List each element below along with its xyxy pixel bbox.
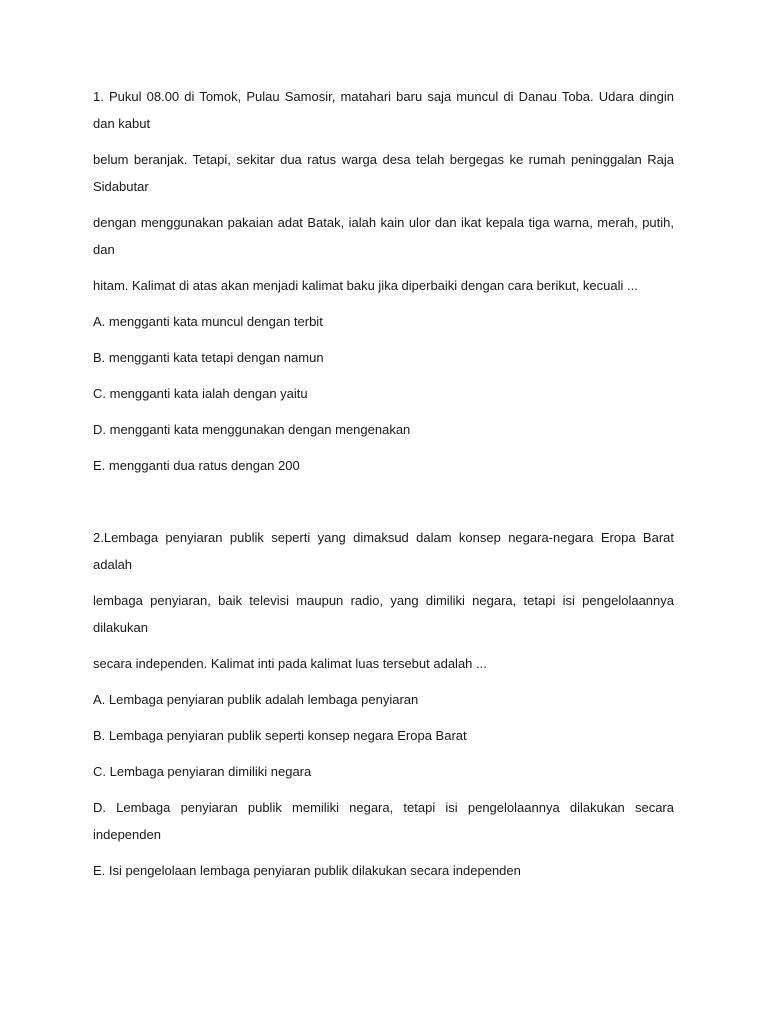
question-1-option-d: D. mengganti kata menggunakan dengan mengenakan	[93, 422, 411, 437]
question-1-option-e: E. mengganti dua ratus dengan 200	[93, 458, 300, 473]
question-1-text-line: belum beranjak. Tetapi, sekitar dua ratus warga desa telah bergegas ke rumah peninggalan Raja Sidabutar	[93, 152, 674, 194]
question-2-text-line: lembaga penyiaran, baik televisi maupun radio, yang dimiliki negara, tetapi isi pengelolaannya dilakukan	[93, 593, 674, 635]
question-2-option-c: C. Lembaga penyiaran dimiliki negara	[93, 764, 312, 779]
question-1-text-line: dengan menggunakan pakaian adat Batak, ialah kain ulor dan ikat kepala tiga warna, merah, putih, dan	[93, 215, 674, 257]
question-2-text-line: 2.Lembaga penyiaran publik seperti yang dimaksud dalam konsep negara-negara Eropa Barat adalah	[93, 530, 674, 572]
question-1-option-b: B. mengganti kata tetapi dengan namun	[93, 350, 324, 365]
question-2	[93, 524, 674, 884]
document-page	[93, 0, 674, 884]
question-2-option-b: B. Lembaga penyiaran publik seperti konsep negara Eropa Barat	[93, 728, 467, 743]
question-2-option-e: E. Isi pengelolaan lembaga penyiaran publik dilakukan secara independen	[93, 863, 521, 878]
question-2-option-a: A. Lembaga penyiaran publik adalah lembaga penyiaran	[93, 692, 419, 707]
question-1-text-line: hitam. Kalimat di atas akan menjadi kalimat baku jika diperbaiki dengan cara berikut, kecuali ...	[93, 278, 638, 293]
question-2-option-d: D. Lembaga penyiaran publik memiliki negara, tetapi isi pengelolaannya dilakukan secara independen	[93, 800, 674, 842]
question-2-text-line: secara independen. Kalimat inti pada kalimat luas tersebut adalah ...	[93, 656, 487, 671]
question-1	[93, 0, 674, 479]
question-1-option-a: A. mengganti kata muncul dengan terbit	[93, 314, 323, 329]
question-1-text-line: 1. Pukul 08.00 di Tomok, Pulau Samosir, matahari baru saja muncul di Danau Toba. Udara dingin dan kabut	[93, 89, 674, 131]
question-1-option-c: C. mengganti kata ialah dengan yaitu	[93, 386, 308, 401]
